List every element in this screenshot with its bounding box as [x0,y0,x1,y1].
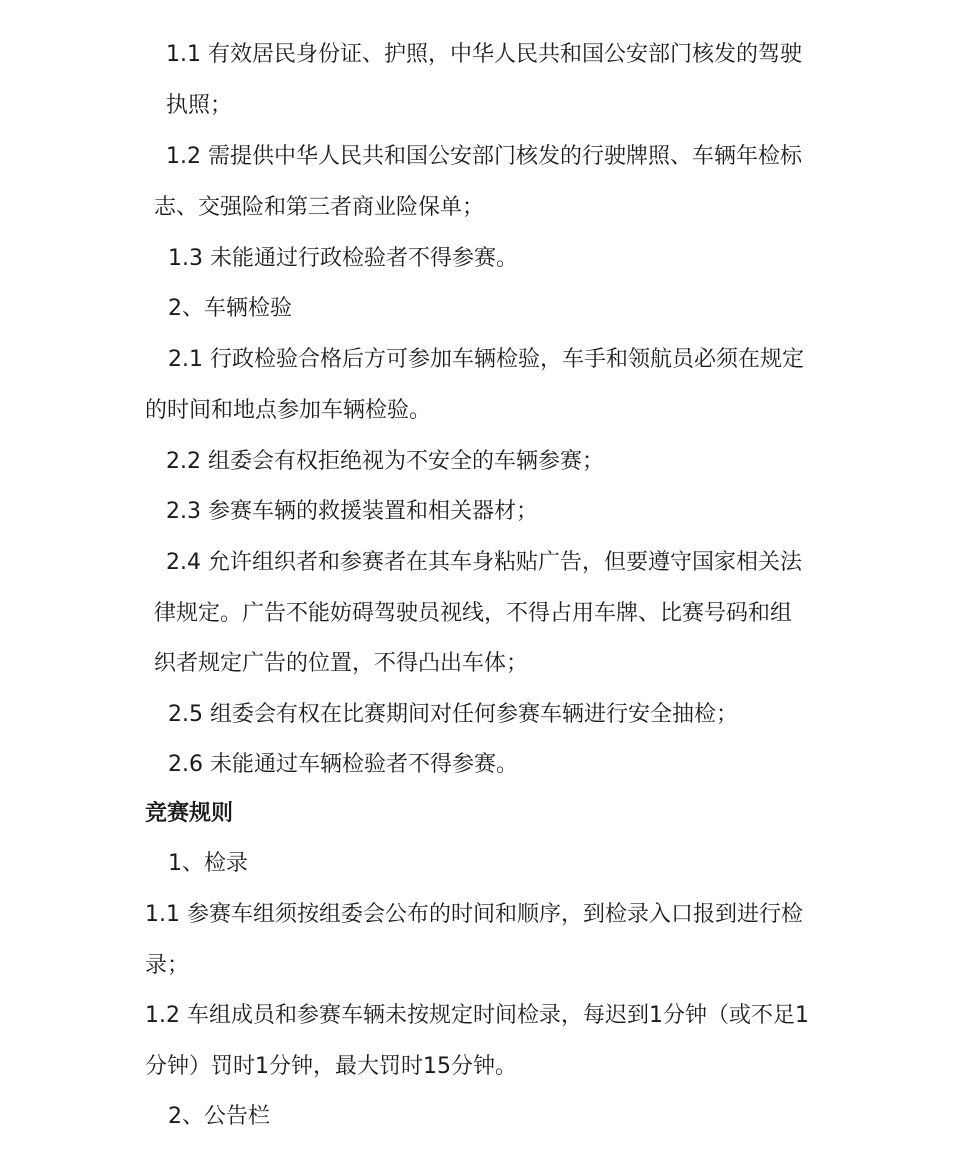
text-line: 1.1 参赛车组须按组委会公布的时间和顺序，到检录入口报到进行检 [145,902,803,927]
text-line: 录； [145,953,190,978]
text-line: 1.2 需提供中华人民共和国公安部门核发的行驶牌照、车辆年检标 [166,144,802,169]
section-subheading: 1、检录 [168,851,248,876]
text-line: 的时间和地点参加车辆检验。 [145,398,432,423]
text-line: 2.4 允许组织者和参赛者在其车身粘贴广告，但要遵守国家相关法 [166,550,802,575]
section-subheading: 2、车辆检验 [168,296,292,321]
text-line: 2.6 未能通过车辆检验者不得参赛。 [168,752,518,777]
text-line: 1.3 未能通过行政检验者不得参赛。 [168,246,518,271]
text-line: 分钟）罚时1分钟，最大罚时15分钟。 [145,1054,517,1079]
text-line: 1.1 有效居民身份证、护照，中华人民共和国公安部门核发的驾驶 [166,42,802,67]
text-line: 2.2 组委会有权拒绝视为不安全的车辆参赛； [166,449,604,474]
text-line: 执照； [166,93,233,118]
text-line: 1.2 车组成员和参赛车辆未按规定时间检录，每迟到1分钟（或不足1 [145,1003,809,1028]
text-line: 2.1 行政检验合格后方可参加车辆检验，车手和领航员必须在规定 [168,347,804,372]
section-heading: 竞赛规则 [145,801,234,826]
text-line: 志、交强险和第三者商业险保单； [154,195,485,220]
section-subheading: 2、公告栏 [168,1104,270,1129]
text-line: 律规定。广告不能妨碍驾驶员视线，不得占用车牌、比赛号码和组 [154,601,793,626]
text-line: 2.5 组委会有权在比赛期间对任何参赛车辆进行安全抽检； [168,702,738,727]
text-line: 2.3 参赛车辆的救援装置和相关器材； [166,499,538,524]
text-line: 织者规定广告的位置，不得凸出车体； [154,651,529,676]
